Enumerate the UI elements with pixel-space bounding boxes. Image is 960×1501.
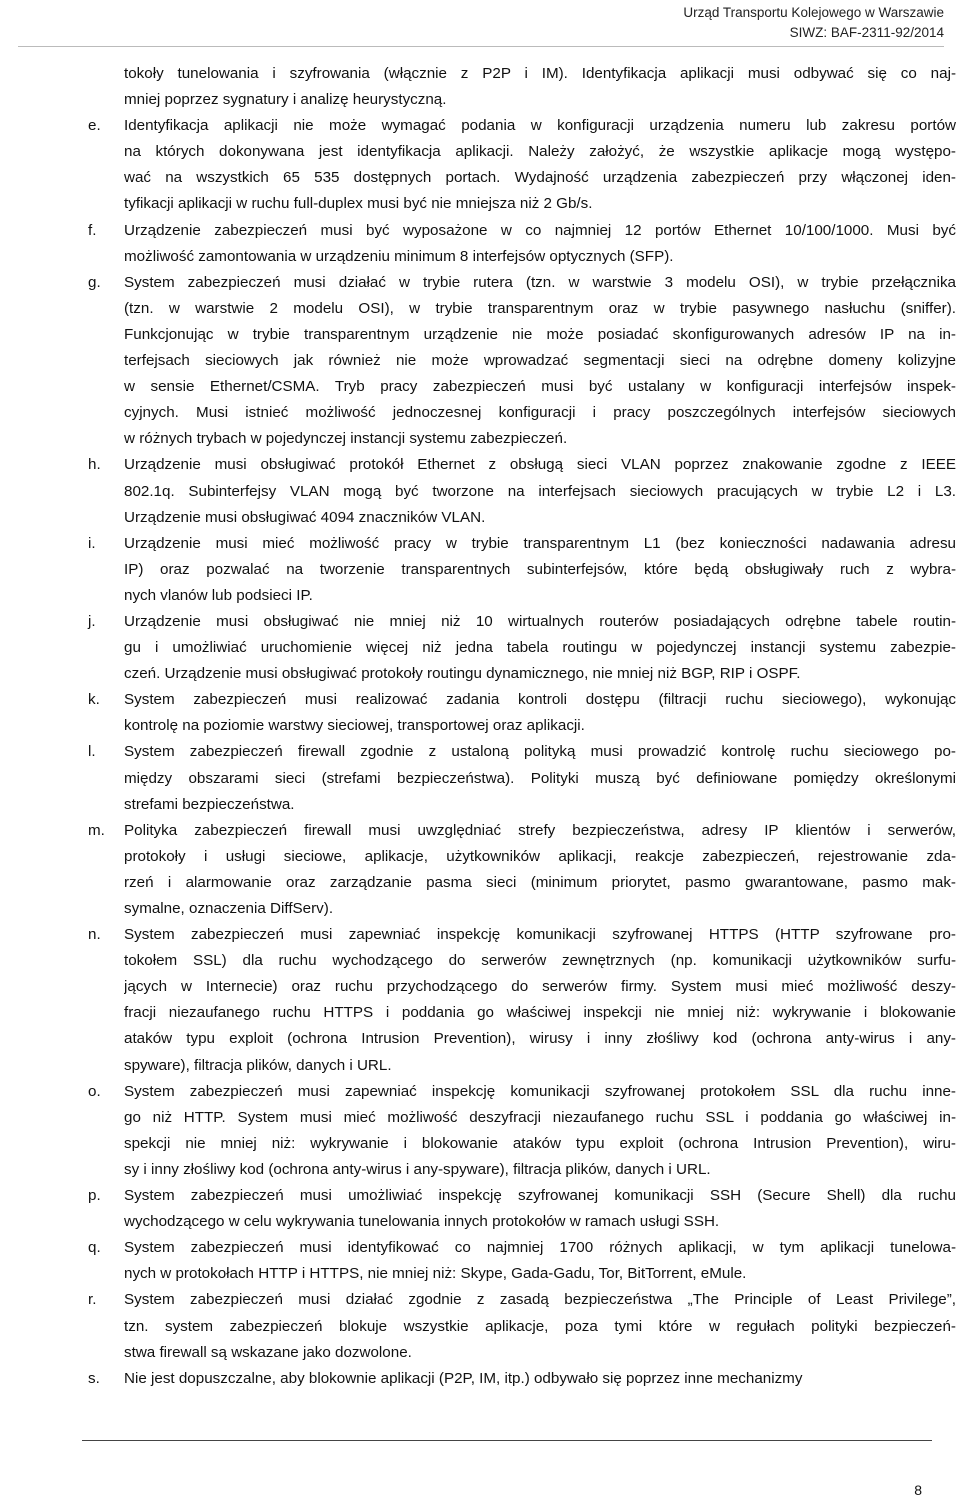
list-item-letter [88,61,124,113]
text-line: 802.1q. Subinterfejsy VLAN mogą być tworzone na interfejsach sieciowych pracujących w trybie L2 i L3. [124,482,956,500]
text-line: Urządzenie zabezpieczeń musi być wyposażone w co najmniej 12 portów Ethernet 10/100/1000. Musi być [124,221,956,239]
text-line: nych w protokołach HTTP i HTTPS, nie mniej niż: Skype, Gada-Gadu, Tor, BitTorrent, eMule. [124,1265,747,1283]
list-item [88,609,956,687]
list-item [88,687,956,739]
list-item-text [124,1079,956,1183]
text-line: spekcji nie mniej niż: wykrywanie i blokowanie ataków typu exploit (ochrona Intrusion Prevention), wiru- [124,1134,956,1152]
text-line: mniej poprzez sygnatury i analizę heurystyczną. [124,91,447,109]
list-item [88,113,956,217]
text-line: protokoły i usługi sieciowe, aplikacje, użytkowników aplikacji, reakcje zabezpieczeń, rejestrowanie zda- [124,847,956,865]
text-line: tyfikacji aplikacji w ruchu full-duplex musi być nie mniejsza niż 2 Gb/s. [124,195,593,213]
text-line: tokoły tunelowania i szyfrowania (włącznie z P2P i IM). Identyfikacja aplikacji musi odbywać się co naj- [124,65,956,82]
list-item-text [124,531,956,609]
page-header [683,3,944,43]
list-item [88,1366,956,1392]
list-item-letter: f. [88,221,97,239]
text-line: terfejsach sieciowych jak również nie może wprowadzać segmentacji sieci na odrębne domeny kolizyjne [124,352,956,370]
list-item-text [124,609,956,687]
text-line: możliwość zamontowania w urządzeniu minimum 8 interfejsów optycznych (SFP). [124,247,674,265]
list-item-text [124,922,956,1079]
text-line: jących w Internecie) oraz ruchu przychodzącego do serwerów firmy. System musi mieć możliwość deszy- [124,978,956,996]
text-line: czeń. Urządzenie musi obsługiwać protokoły routingu dynamicznego, nie mniej niż BGP, RIP i OSPF. [124,665,801,683]
text-line: (tzn. w warstwie 2 modelu OSI), w trybie transparentnym oraz w trybie pasywnego nasłuchu (sniffer). [124,299,956,317]
list-item [88,531,956,609]
text-line: rzeń i alarmowanie oraz zarządzanie pasma sieci (minimum priorytet, pasmo gwarantowane, pasmo mak- [124,873,956,891]
text-line: fracji niezaufanego ruchu HTTPS i poddania go właściwej inspekcji nie mniej niż: wykrywanie i blokowanie [124,1004,956,1022]
text-line: symalne, oznaczenia DiffServ). [124,900,334,917]
list-item-letter: h. [88,456,101,474]
list-item [88,1235,956,1287]
list-item-text [124,218,956,270]
list-item-letter: r. [88,1291,97,1309]
list-item [88,818,956,922]
header-divider [18,46,944,47]
text-line: strefami bezpieczeństwa. [124,795,295,813]
list-item-text [124,1183,956,1235]
list-item-letter: o. [88,1082,101,1100]
list-item [88,270,956,453]
text-line: Urządzenie musi obsługiwać nie mniej niż 10 wirtualnych routerów posiadających odrębne tabele routin- [124,612,956,630]
text-line: tzn. system zabezpieczeń blokuje wszystkie aplikacje, poza tymi które w regułach polityki bezpieczeń- [124,1317,956,1335]
list-item-letter: l. [88,743,96,761]
list-item-text [124,452,956,530]
list-item-letter: g. [88,273,101,291]
text-line: na których dokonywana jest identyfikacja aplikacji. Należy założyć, że wszystkie aplikacje mogą występo- [124,143,956,161]
text-line: ataków typu exploit (ochrona Intrusion Prevention), wirusy i inny złośliwy kod (ochrona anty-wirus i any- [124,1030,956,1048]
text-line: System zabezpieczeń musi identyfikować co najmniej 1700 różnych aplikacji, w tym aplikacji tunelowa- [124,1239,956,1257]
list-item-text [124,818,956,922]
text-line: System zabezpieczeń musi zapewniać inspekcję komunikacji szyfrowanej protokołem SSL dla ruchu inne- [124,1082,956,1100]
list-item [88,218,956,270]
list-item-letter: s. [88,1369,100,1387]
text-line: System zabezpieczeń musi realizować zadania kontroli dostępu (filtracji ruchu sieciowego), wykonując [124,691,956,709]
text-line: Funkcjonując w trybie transparentnym urządzenie nie może posiadać skonfigurowanych adresów IP na in- [124,325,956,343]
text-line: Polityka zabezpieczeń firewall musi uwzględniać strefy bezpieczeństwa, adresy IP klientów i serwerów, [124,821,956,839]
document-body [88,61,956,1392]
list-item-letter: q. [88,1239,101,1257]
text-line: między obszarami sieci (strefami bezpieczeństwa). Polityki muszą być definiowane pomiędzy określonymi [124,769,956,787]
list-item-letter: i. [88,534,96,552]
text-line: System zabezpieczeń musi zapewniać inspekcję komunikacji szyfrowanej HTTPS (HTTP szyfrowane pro- [124,926,956,944]
text-line: tokołem SSL) dla ruchu wychodzącego do serwerów zewnętrznych (np. komunikacji użytkowników surfu- [124,952,956,970]
list-item-letter: k. [88,691,100,709]
text-line: Urządzenie musi mieć możliwość pracy w trybie transparentnym L1 (bez konieczności nadawania adresu [124,534,956,552]
text-line: Urządzenie musi obsługiwać protokół Ethernet z obsługą sieci VLAN poprzez znakowanie zgodne z IEEE [124,456,956,474]
footer-divider [82,1440,932,1441]
list-item-text [124,113,956,217]
text-line: kontrolę na poziomie warstwy sieciowej, transportowej oraz aplikacji. [124,717,585,735]
text-line: w różnych trybach w pojedynczej instancji systemu zabezpieczeń. [124,430,568,448]
list-item-letter: e. [88,117,101,135]
list-item-text [124,739,956,817]
text-line: go niż HTTP. System musi mieć możliwość deszyfracji niezaufanego ruchu SSL i poddania go właściwej in- [124,1108,956,1126]
list-item-letter: p. [88,1187,101,1205]
list-item-text [124,1366,956,1392]
list-item-letter: m. [88,821,105,839]
text-line: System zabezpieczeń musi działać zgodnie z zasadą bezpieczeństwa „The Principle of Least Privilege”, [124,1291,956,1309]
list-item [88,1287,956,1365]
list-item-letter: j. [88,612,96,630]
text-line: Urządzenie musi obsługiwać 4094 znaczników VLAN. [124,508,486,526]
list-item-text [124,61,956,113]
list-item [88,922,956,1079]
text-line: gu i umożliwiać uruchomienie więcej niż jedna tabela routingu w pojedynczej instancji systemu zabezpie- [124,639,956,657]
header-institution: Urząd Transportu Kolejowego w Warszawie [683,5,944,20]
page-number: 8 [914,1482,922,1498]
text-line: System zabezpieczeń musi umożliwiać inspekcję szyfrowanej komunikacji SSH (Secure Shell) dla ruchu [124,1187,956,1205]
list-item-text [124,687,956,739]
header-document-id: SIWZ: BAF-2311-92/2014 [789,25,944,40]
list-item [88,452,956,530]
text-line: Identyfikacja aplikacji nie może wymagać podania w konfiguracji urządzenia numeru lub zakresu portów [124,117,956,135]
text-line: Nie jest dopuszczalne, aby blokownie aplikacji (P2P, IM, itp.) odbywało się poprzez inne mechanizmy [124,1369,803,1387]
list-item-letter: n. [88,926,101,944]
text-line: nych vlanów lub podsieci IP. [124,586,313,604]
list-item [88,739,956,817]
text-line: spyware), filtracja plików, danych i URL. [124,1056,392,1074]
list-item-text [124,1287,956,1365]
text-line: wychodzącego w celu wykrywania tunelowania innych protokołów w ramach usługi SSH. [124,1213,720,1231]
text-line: IP) oraz pozwalać na tworzenie transparentnych subinterfejsów, które będą obsługiwały ruch z wybra- [124,560,956,578]
text-line: cyjnych. Musi istnieć możliwość jednoczesnej konfiguracji i pracy poszczególnych interfejsów sieciowych [124,404,956,422]
text-line: System zabezpieczeń firewall zgodnie z ustaloną polityką musi prowadzić kontrolę ruchu sieciowego po- [124,743,956,761]
list-item-text [124,270,956,453]
text-line: System zabezpieczeń musi działać w trybie rutera (tzn. w warstwie 3 modelu OSI), w trybie przełącznika [124,273,956,291]
text-line: sy i inny złośliwy kod (ochrona anty-wirus i any-spyware), filtracja plików, danych i URL. [124,1160,711,1178]
list-item [88,1079,956,1183]
text-line: wać na wszystkich 65 535 dostępnych portach. Wydajność urządzenia zabezpieczeń przy włączonej iden- [124,169,956,187]
list-item-text [124,1235,956,1287]
text-line: stwa firewall są wskazane jako dozwolone. [124,1343,412,1361]
list-item [88,61,956,113]
list-item [88,1183,956,1235]
text-line: w sensie Ethernet/CSMA. Tryb pracy zabezpieczeń musi być ustalany w konfiguracji interfejsów inspek- [124,378,956,396]
